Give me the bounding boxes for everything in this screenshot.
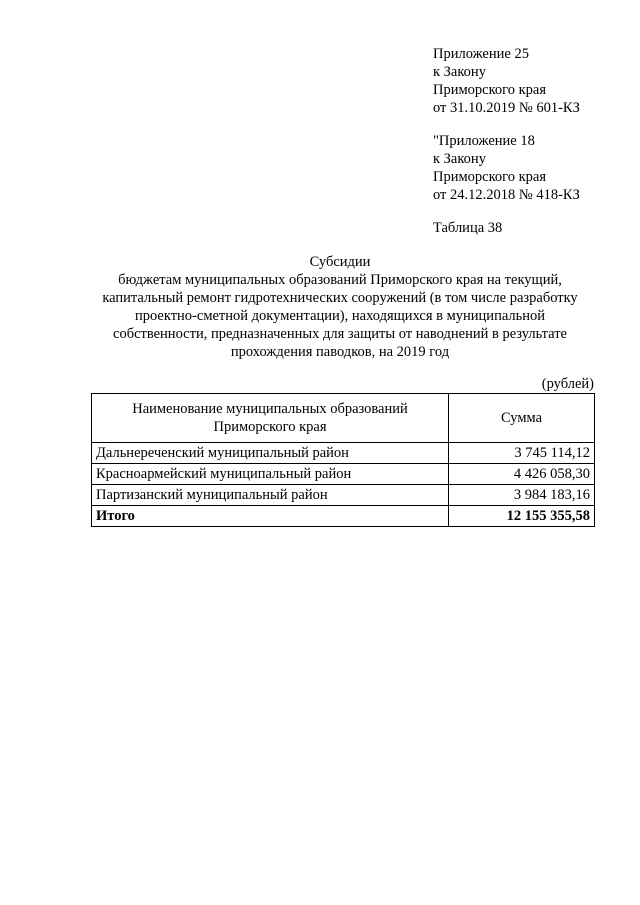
table-row [92,464,595,485]
appendix-line: к Закону [433,151,486,167]
title-line: прохождения паводков, на 2019 год [230,344,450,360]
title-line: бюджетам муниципальных образований Приморского края на текущий, [118,272,562,288]
title-line: собственности, предназначенных для защиты от наводнений в результате [113,326,567,342]
units-label: (рублей) [541,376,594,392]
appendix-amended [433,132,580,204]
appendix-line: к Закону [433,64,486,80]
table-row [92,485,595,506]
district-name: Партизанский муниципальный район [92,485,449,506]
subsidy-table [91,393,595,527]
column-header-amount: Сумма [449,394,595,443]
appendix-line: Приморского края [433,169,547,185]
table-number: Таблица 38 [433,220,503,236]
appendix-line: от 31.10.2019 № 601-КЗ [433,100,580,116]
title-line: Субсидии [309,254,371,270]
district-amount: 4 426 058,30 [449,464,595,485]
district-amount: 3 984 183,16 [449,485,595,506]
column-header-name: Наименование муниципальных образований Приморского края [92,394,449,443]
district-name: Красноармейский муниципальный район [92,464,449,485]
district-amount: 3 745 114,12 [449,443,595,464]
appendix-current [433,45,580,117]
total-row [92,506,595,527]
total-amount: 12 155 355,58 [449,506,595,527]
appendix-line: "Приложение 18 [433,133,535,149]
total-label: Итого [92,506,449,527]
table-row [92,443,595,464]
title-line: проектно-сметной документации), находящихся в муниципальной [134,308,546,324]
district-name: Дальнереченский муниципальный район [92,443,449,464]
document-title [80,253,600,361]
appendix-line: Приморского края [433,82,547,98]
appendix-line: от 24.12.2018 № 418-КЗ [433,187,580,203]
appendix-line: Приложение 25 [433,46,529,62]
table-header-row [92,394,595,443]
title-line: капитальный ремонт гидротехнических сооружений (в том числе разработку [102,290,578,306]
